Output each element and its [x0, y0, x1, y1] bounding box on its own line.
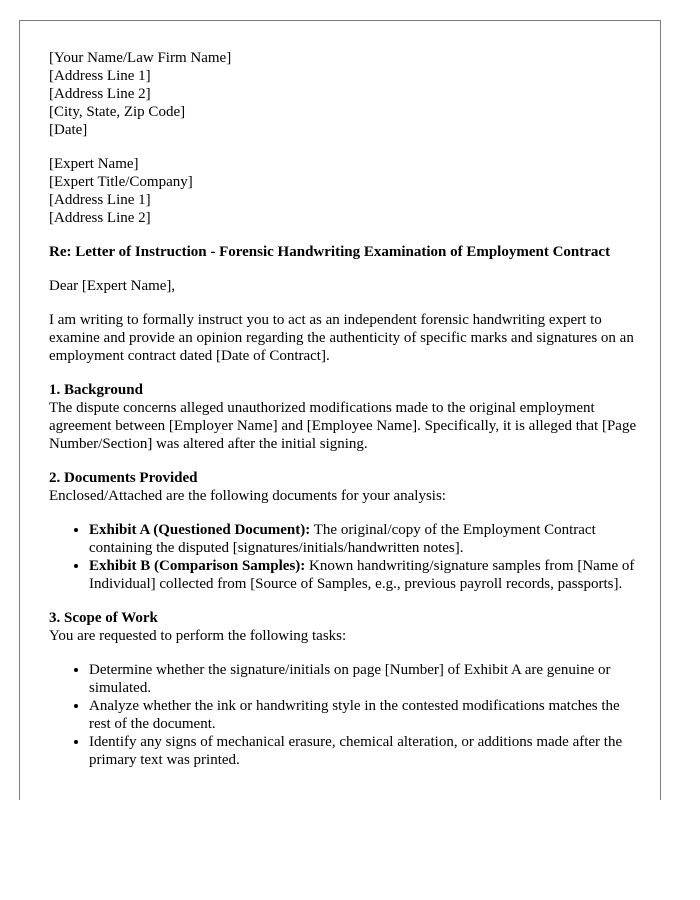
subject-line: Re: Letter of Instruction - Forensic Handwriting Examination of Employment Contract: [49, 244, 611, 260]
sender-address-line-1: [Address Line 1]: [49, 68, 151, 84]
list-item: • Identify any signs of mechanical erasure, chemical alteration, or additions made after the primary text was printed.: [89, 733, 639, 769]
list-item: [89, 521, 639, 557]
intro-paragraph: I am writing to formally instruct you to act as an independent forensic handwriting expert to examine and provide an opinion regarding the authenticity of specific marks and signatures on an employment contract dated [Date of Contract].: [49, 312, 634, 364]
recipient-address-block: [49, 155, 639, 227]
letter-content: [49, 49, 639, 769]
section-documents: [49, 469, 639, 593]
section-scope-text: You are requested to perform the following tasks:: [49, 628, 347, 644]
section-documents-title: 2. Documents Provided: [49, 470, 198, 486]
section-scope: [49, 609, 639, 769]
section-background-text: The dispute concerns alleged unauthorized modifications made to the original employment agreement between [Employer Name] and [Employee Name]. Specifically, it is alleged that [Page Number/Section] was altered after the initial signing.: [49, 400, 637, 452]
list-item: • Determine whether the signature/initials on page [Number] of Exhibit A are genuine or simulated.: [89, 661, 639, 697]
section-documents-text: Enclosed/Attached are the following documents for your analysis:: [49, 488, 446, 504]
list-item: [89, 557, 639, 593]
recipient-address-line-1: [Address Line 1]: [49, 192, 151, 208]
documents-list: [49, 521, 639, 593]
recipient-address-line-2: [Address Line 2]: [49, 210, 151, 226]
recipient-title: [Expert Title/Company]: [49, 174, 193, 190]
recipient-name: [Expert Name]: [49, 156, 139, 172]
section-scope-title: 3. Scope of Work: [49, 610, 158, 626]
sender-city-state-zip: [City, State, Zip Code]: [49, 104, 186, 120]
list-item: • Analyze whether the ink or handwriting style in the contested modifications matches the rest of the document.: [89, 697, 639, 733]
exhibit-b-text: Known handwriting/signature samples from [Name of Individual] collected from [Source of Samples, e.g., previous payroll records, passports].: [89, 558, 635, 592]
sender-name: [Your Name/Law Firm Name]: [49, 50, 232, 66]
exhibit-a-text: The original/copy of the Employment Contract containing the disputed [signatures/initials/handwritten notes].: [89, 522, 596, 556]
sender-address-block: [49, 49, 639, 139]
salutation: Dear [Expert Name],: [49, 278, 176, 294]
exhibit-a-label: Exhibit A (Questioned Document):: [89, 522, 311, 538]
scope-list: [49, 661, 639, 769]
section-background-title: 1. Background: [49, 382, 143, 398]
letter-page: [19, 20, 661, 800]
sender-address-line-2: [Address Line 2]: [49, 86, 151, 102]
section-background: [49, 381, 639, 453]
exhibit-b-label: Exhibit B (Comparison Samples):: [89, 558, 306, 574]
letter-date: [Date]: [49, 122, 88, 138]
